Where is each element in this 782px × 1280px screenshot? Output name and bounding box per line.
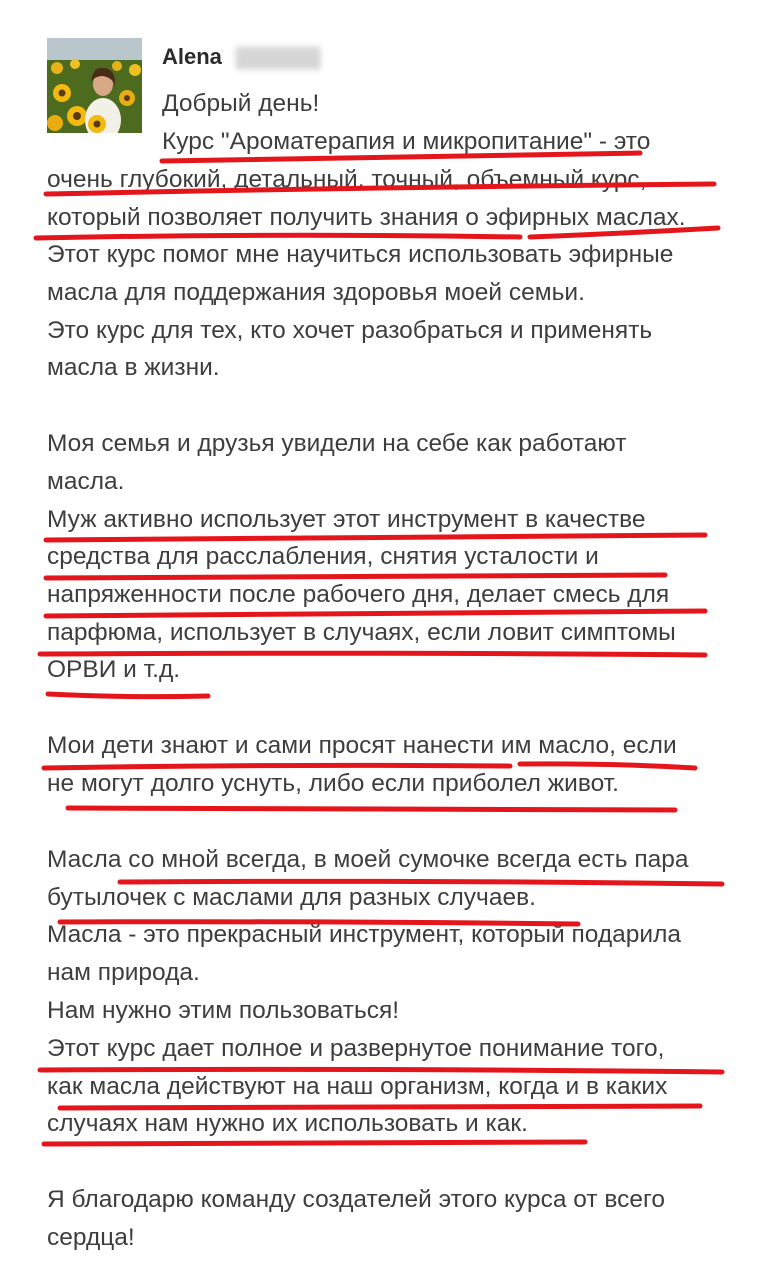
review-line: Мои дети знают и сами просят нанести им масло, если <box>47 732 677 759</box>
marker-stroke <box>48 694 208 697</box>
review-line: Масла со мной всегда, в моей сумочке всегда есть пара <box>47 846 689 873</box>
review-line: парфюма, использует в случаях, если ловит симптомы <box>47 619 676 646</box>
review-line: ОРВИ и т.д. <box>47 656 181 683</box>
marker-stroke <box>68 808 675 810</box>
review-line: напряженности после рабочего дня, делает смесь для <box>47 581 670 608</box>
review-line: Нам нужно этим пользоваться! <box>47 997 400 1024</box>
marker-stroke <box>46 535 705 540</box>
marker-stroke <box>44 1142 585 1144</box>
author-name[interactable]: Alena <box>162 44 222 69</box>
review-line: Моя семья и друзья увидели на себе как работают <box>47 430 627 457</box>
review-line: Курс "Ароматерапия и микропитание" - это <box>162 128 651 155</box>
marker-stroke <box>60 1106 700 1108</box>
marker-stroke <box>36 235 520 238</box>
review-line: сердца! <box>47 1224 135 1251</box>
author-surname-blurred: ▇▇▇▇▇ <box>236 44 321 69</box>
review-line: масла. <box>47 468 125 495</box>
marker-stroke <box>46 611 705 616</box>
review-line: Этот курс помог мне научиться использовать эфирные <box>47 241 674 268</box>
review-line: случаях нам нужно их использовать и как. <box>47 1110 528 1137</box>
review-line: масла для поддержания здоровья моей семьи. <box>47 279 585 306</box>
marker-stroke <box>44 765 510 768</box>
review-line: средства для расслабления, снятия усталости и <box>47 543 599 570</box>
review-line: Я благодарю команду создателей этого курса от всего <box>47 1186 666 1213</box>
review-line: бутылочек с маслами для разных случаев. <box>47 884 536 911</box>
review-line: который позволяет получить знания о эфирных маслах. <box>47 204 686 231</box>
review-line: Добрый день! <box>162 90 320 117</box>
avatar[interactable] <box>47 38 142 133</box>
review-line: Муж активно использует этот инструмент в качестве <box>47 506 646 533</box>
marker-stroke <box>520 764 695 768</box>
marker-stroke <box>46 575 665 578</box>
review-line: не могут долго уснуть, либо если приболел живот. <box>47 770 619 797</box>
review-line: как масла действуют на наш организм, когда и в каких <box>47 1073 668 1100</box>
review-line: очень глубокий, детальный, точный, объемный курс, <box>47 166 647 193</box>
review-line: масла в жизни. <box>47 354 220 381</box>
avatar-photo <box>47 38 142 133</box>
review-line: Масла - это прекрасный инструмент, который подарила <box>47 921 681 948</box>
review-line: Этот курс дает полное и развернутое понимание того, <box>47 1035 665 1062</box>
review-line: нам природа. <box>47 959 200 986</box>
review-line: Это курс для тех, кто хочет разобраться и применять <box>47 317 653 344</box>
